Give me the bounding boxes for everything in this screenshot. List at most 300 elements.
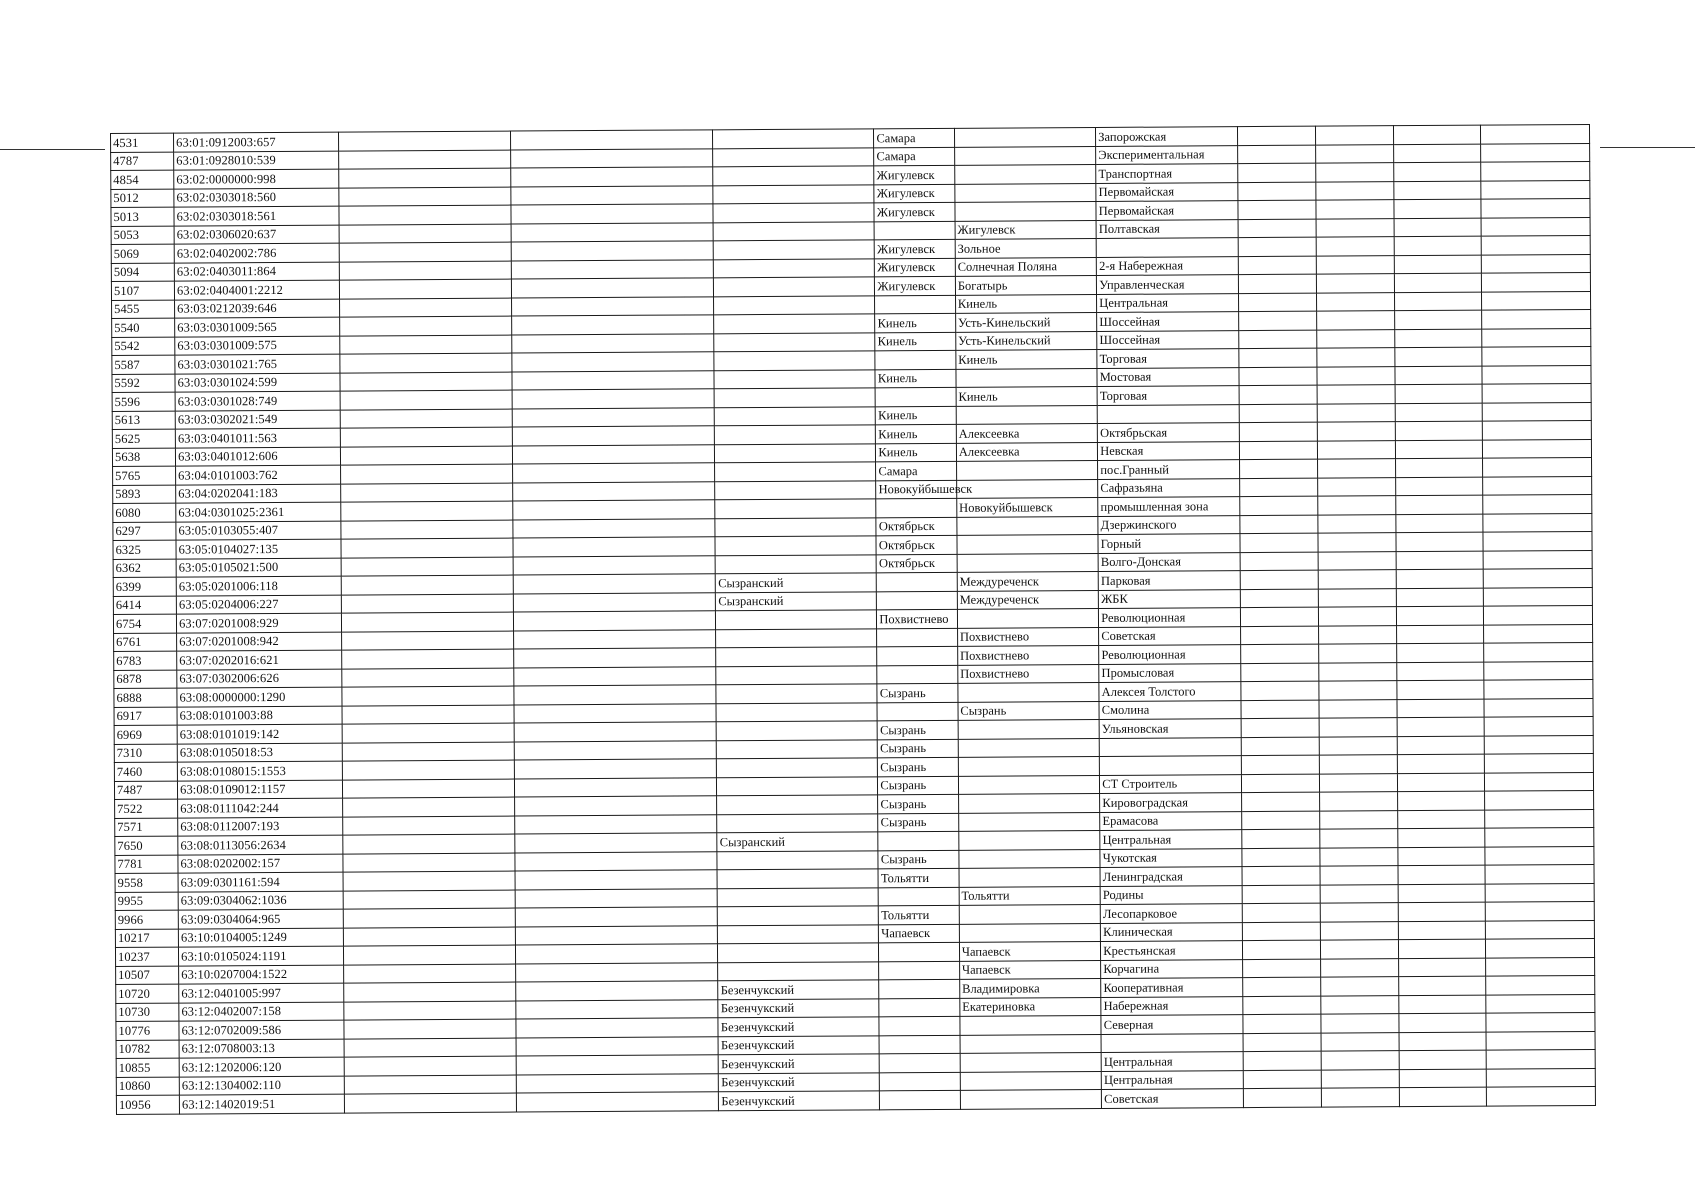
table-cell: Жигулевск xyxy=(874,165,955,184)
table-cell xyxy=(1321,1032,1399,1051)
table-cell xyxy=(516,981,718,1001)
table-cell: Сызрань xyxy=(878,794,959,813)
table-cell xyxy=(1481,198,1590,217)
table-cell xyxy=(960,1052,1101,1071)
table-cell xyxy=(516,1018,718,1038)
table-cell xyxy=(1485,753,1594,772)
table-cell: Родины xyxy=(1100,885,1241,904)
table-cell xyxy=(342,594,514,614)
table-cell: 5765 xyxy=(113,466,176,485)
table-cell xyxy=(1321,1069,1399,1088)
table-cell xyxy=(878,887,959,906)
table-cell xyxy=(1316,200,1394,219)
table-cell: Жигулевск xyxy=(875,276,956,295)
table-cell: Чапаевск xyxy=(959,960,1100,979)
table-cell: 63:12:0401005:997 xyxy=(179,983,344,1003)
table-cell xyxy=(1318,496,1396,515)
table-cell xyxy=(1240,552,1318,571)
table-cell: 5094 xyxy=(111,263,174,282)
table-cell xyxy=(340,335,512,355)
table-cell: Ленинградская xyxy=(1100,867,1241,886)
table-cell xyxy=(877,702,958,721)
table-cell xyxy=(717,739,878,758)
table-cell: 7460 xyxy=(114,762,177,781)
table-cell: 63:03:0212039:646 xyxy=(175,299,340,319)
table-cell xyxy=(1242,940,1320,959)
table-cell xyxy=(1399,1013,1486,1032)
table-cell xyxy=(1394,125,1481,144)
table-cell: Похвистнево xyxy=(957,645,1098,664)
table-cell xyxy=(1398,902,1485,921)
table-cell: 63:08:0112007:193 xyxy=(178,817,343,837)
table-cell xyxy=(1399,1069,1486,1088)
table-cell xyxy=(1394,199,1481,218)
table-cell xyxy=(1240,626,1318,645)
table-cell xyxy=(1319,662,1397,681)
table-cell: 63:02:0000000:998 xyxy=(174,169,339,189)
table-cell: 63:10:0104005:1249 xyxy=(178,928,343,948)
table-cell: 9558 xyxy=(115,873,178,892)
table-cell xyxy=(341,409,513,429)
table-cell xyxy=(1100,756,1241,775)
table-cell: промышленная зона xyxy=(1098,497,1239,516)
table-cell: Кинель xyxy=(875,332,956,351)
table-cell xyxy=(715,406,876,425)
table-cell: Междуреченск xyxy=(957,590,1098,609)
table-cell: Жигулевск xyxy=(874,202,955,221)
table-cell xyxy=(1483,568,1592,587)
table-cell: 7781 xyxy=(115,855,178,874)
table-cell xyxy=(1396,458,1483,477)
table-cell xyxy=(511,148,713,168)
table-cell xyxy=(1398,847,1485,866)
table-cell: 7487 xyxy=(114,781,177,800)
table-cell: 5013 xyxy=(111,207,174,226)
table-cell: 63:03:0401012:606 xyxy=(175,447,340,467)
table-cell: Жигулевск xyxy=(955,220,1096,239)
table-cell: 63:08:0109012:1157 xyxy=(178,780,343,800)
table-cell xyxy=(1396,495,1483,514)
table-cell: СТ Строитель xyxy=(1100,774,1241,793)
table-cell: 63:01:0912003:657 xyxy=(174,132,339,152)
table-cell: 63:03:0301021:765 xyxy=(175,354,340,374)
table-cell xyxy=(1241,792,1319,811)
table-cell xyxy=(341,427,513,447)
table-cell: Центральная xyxy=(1101,1052,1242,1071)
table-cell xyxy=(1394,255,1481,274)
table-cell xyxy=(1317,440,1395,459)
table-cell xyxy=(515,796,717,816)
table-cell: 6969 xyxy=(114,725,177,744)
table-cell xyxy=(715,536,876,555)
table-cell xyxy=(1485,827,1594,846)
table-cell: 10956 xyxy=(116,1095,179,1114)
table-cell: Тольятти xyxy=(959,886,1100,905)
table-cell: 5625 xyxy=(112,429,175,448)
table-cell xyxy=(1242,959,1320,978)
table-cell xyxy=(514,611,716,631)
table-cell xyxy=(340,298,512,318)
table-cell xyxy=(1394,144,1481,163)
table-cell xyxy=(1239,422,1317,441)
table-cell: Парковая xyxy=(1098,571,1239,590)
table-cell: Мостовая xyxy=(1097,367,1238,386)
table-cell: Безенчукский xyxy=(719,1054,880,1073)
table-cell xyxy=(1396,569,1483,588)
table-cell xyxy=(1239,367,1317,386)
table-cell xyxy=(1399,976,1486,995)
table-cell xyxy=(714,277,875,296)
table-cell xyxy=(1318,588,1396,607)
table-cell xyxy=(1316,237,1394,256)
table-cell xyxy=(341,501,513,521)
table-cell xyxy=(341,557,513,577)
table-cell xyxy=(511,204,713,224)
table-cell xyxy=(1316,163,1394,182)
table-cell: 63:09:0304062:1036 xyxy=(178,891,343,911)
table-cell xyxy=(1243,1070,1321,1089)
table-cell xyxy=(1238,293,1316,312)
table-cell xyxy=(1240,663,1318,682)
table-cell: 10782 xyxy=(116,1040,179,1059)
table-cell: 63:08:0202002:157 xyxy=(178,854,343,874)
table-cell: 63:03:0301009:575 xyxy=(175,336,340,356)
table-cell xyxy=(517,1092,719,1112)
table-cell xyxy=(342,668,514,688)
table-cell xyxy=(1319,681,1397,700)
table-cell xyxy=(956,368,1097,387)
table-cell: 63:10:0207004:1522 xyxy=(179,965,344,985)
table-cell xyxy=(1482,291,1591,310)
table-cell: 63:02:0303018:560 xyxy=(174,188,339,208)
table-cell: 63:07:0202016:621 xyxy=(177,650,342,670)
table-cell xyxy=(344,964,516,984)
table-cell: 63:02:0303018:561 xyxy=(174,206,339,226)
table-cell xyxy=(1395,292,1482,311)
table-cell: Смолина xyxy=(1099,700,1240,719)
table-cell xyxy=(1396,477,1483,496)
table-cell: Советская xyxy=(1099,626,1240,645)
table-cell xyxy=(960,1071,1101,1090)
table-cell: 6362 xyxy=(113,559,176,578)
table-cell xyxy=(1243,1088,1321,1107)
table-cell: 63:08:0111042:244 xyxy=(178,798,343,818)
table-cell xyxy=(714,258,875,277)
cadastral-table xyxy=(110,124,1596,1115)
table-cell xyxy=(1395,421,1482,440)
table-cell xyxy=(1396,551,1483,570)
table-cell: 4531 xyxy=(111,133,174,152)
table-cell: 63:04:0101003:762 xyxy=(176,465,341,485)
table-cell: 63:08:0101019:142 xyxy=(177,724,342,744)
table-cell xyxy=(516,925,718,945)
table-cell xyxy=(959,849,1100,868)
table-cell xyxy=(958,719,1099,738)
table-cell xyxy=(513,574,715,594)
table-cell xyxy=(876,498,957,517)
table-cell xyxy=(1399,1050,1486,1069)
table-cell xyxy=(1317,366,1395,385)
table-cell: 63:03:0301009:565 xyxy=(175,317,340,337)
table-cell xyxy=(1316,218,1394,237)
table-cell xyxy=(1238,274,1316,293)
table-cell xyxy=(343,890,515,910)
table-cell: 6917 xyxy=(114,707,177,726)
table-cell xyxy=(511,130,713,150)
table-cell xyxy=(1242,885,1320,904)
table-cell: Безенчукский xyxy=(718,1035,879,1054)
table-cell xyxy=(340,390,512,410)
table-cell xyxy=(1398,810,1485,829)
table-cell xyxy=(1238,219,1316,238)
table-cell xyxy=(1317,329,1395,348)
table-cell xyxy=(1318,551,1396,570)
table-cell xyxy=(1396,532,1483,551)
table-cell xyxy=(513,555,715,575)
table-cell xyxy=(1242,903,1320,922)
table-cell: 63:03:0401011:563 xyxy=(175,428,340,448)
table-cell xyxy=(516,944,718,964)
table-cell: 63:05:0105021:500 xyxy=(176,558,341,578)
table-cell xyxy=(1485,864,1594,883)
table-cell: 5613 xyxy=(112,411,175,430)
table-cell xyxy=(1317,403,1395,422)
table-cell xyxy=(879,979,960,998)
table-cell: Кооперативная xyxy=(1101,978,1242,997)
table-cell xyxy=(1395,384,1482,403)
table-cell: Междуреченск xyxy=(957,571,1098,590)
table-cell: 63:01:0928010:539 xyxy=(174,151,339,171)
table-cell xyxy=(343,853,515,873)
table-cell xyxy=(1096,238,1237,257)
table-cell: Первомайская xyxy=(1096,182,1237,201)
table-cell xyxy=(1485,790,1594,809)
table-cell xyxy=(339,187,511,207)
table-cell xyxy=(516,1036,718,1056)
table-cell xyxy=(1397,699,1484,718)
table-cell: 63:08:0000000:1290 xyxy=(177,687,342,707)
table-cell xyxy=(515,833,717,853)
table-cell xyxy=(1483,457,1592,476)
table-cell xyxy=(877,646,958,665)
table-cell: 6297 xyxy=(113,522,176,541)
table-cell: Сызрань xyxy=(878,850,959,869)
table-cell xyxy=(1482,346,1591,365)
table-cell: Безенчукский xyxy=(719,1072,880,1091)
table-cell xyxy=(339,224,511,244)
table-cell xyxy=(1481,143,1590,162)
table-cell xyxy=(340,261,512,281)
table-cell xyxy=(718,887,879,906)
table-cell xyxy=(340,316,512,336)
table-cell: Алексеевка xyxy=(956,423,1097,442)
table-cell xyxy=(875,295,956,314)
table-cell: 63:02:0306020:637 xyxy=(174,225,339,245)
table-cell xyxy=(516,1073,718,1093)
table-cell: Ерамасова xyxy=(1100,811,1241,830)
table-cell xyxy=(718,924,879,943)
table-cell: Торговая xyxy=(1097,386,1238,405)
table-cell: 6783 xyxy=(114,651,177,670)
table-cell: ЖБК xyxy=(1099,589,1240,608)
table-cell xyxy=(1396,440,1483,459)
table-cell: Кинель xyxy=(955,294,1096,313)
table-cell xyxy=(875,387,956,406)
table-cell: 6888 xyxy=(114,688,177,707)
table-cell: Сызрань xyxy=(878,813,959,832)
table-cell: Торговая xyxy=(1097,349,1238,368)
table-cell xyxy=(1398,828,1485,847)
table-cell xyxy=(341,538,513,558)
table-cell xyxy=(1243,1051,1321,1070)
table-cell: 63:12:1304002:110 xyxy=(179,1076,344,1096)
table-cell xyxy=(513,537,715,557)
table-cell: 63:04:0202041:183 xyxy=(176,484,341,504)
table-cell: Похвистнево xyxy=(958,664,1099,683)
table-cell: Октябрьск xyxy=(876,554,957,573)
table-cell xyxy=(958,738,1099,757)
table-cell xyxy=(344,927,516,947)
table-cell xyxy=(1486,994,1595,1013)
table-cell xyxy=(1242,996,1320,1015)
table-cell xyxy=(1483,587,1592,606)
table-cell xyxy=(1484,642,1593,661)
table-cell: 63:07:0201008:929 xyxy=(177,613,342,633)
table-cell xyxy=(1241,755,1319,774)
table-cell xyxy=(1099,737,1240,756)
table-cell xyxy=(1318,533,1396,552)
table-cell: 63:03:0301024:599 xyxy=(175,373,340,393)
table-cell xyxy=(1319,644,1397,663)
table-cell xyxy=(343,760,515,780)
table-cell: Сызрань xyxy=(877,720,958,739)
table-cell: 63:12:1402019:51 xyxy=(179,1094,344,1114)
table-cell xyxy=(1395,366,1482,385)
table-cell: Кинель xyxy=(875,369,956,388)
table-cell: Октябрьск xyxy=(876,517,957,536)
table-cell: 6761 xyxy=(114,633,177,652)
table-cell xyxy=(1315,126,1393,145)
table-cell xyxy=(1240,570,1318,589)
table-cell xyxy=(1398,773,1485,792)
table-cell xyxy=(511,259,713,279)
table-cell xyxy=(1317,422,1395,441)
table-cell: 5012 xyxy=(111,189,174,208)
table-cell xyxy=(515,851,717,871)
table-cell xyxy=(511,167,713,187)
table-cell xyxy=(339,150,511,170)
table-cell xyxy=(1238,200,1316,219)
table-cell xyxy=(717,869,878,888)
table-cell xyxy=(713,147,874,166)
table-cell: Кинель xyxy=(876,406,957,425)
table-cell xyxy=(714,295,875,314)
table-cell: Усть-Кинельский xyxy=(955,312,1096,331)
table-cell xyxy=(1484,698,1593,717)
table-cell: 5638 xyxy=(112,448,175,467)
table-cell xyxy=(715,480,876,499)
table-cell xyxy=(957,534,1098,553)
table-cell: 5069 xyxy=(111,244,174,263)
table-cell xyxy=(717,776,878,795)
table-cell xyxy=(714,332,875,351)
table-cell: Кинель xyxy=(875,313,956,332)
table-cell xyxy=(1319,755,1397,774)
table-cell xyxy=(954,127,1095,146)
table-cell xyxy=(716,628,877,647)
table-cell xyxy=(879,1035,960,1054)
table-cell xyxy=(1397,736,1484,755)
table-cell xyxy=(343,816,515,836)
table-cell xyxy=(1486,957,1595,976)
table-cell xyxy=(877,591,958,610)
table-cell xyxy=(1318,607,1396,626)
table-cell xyxy=(1239,459,1317,478)
table-cell xyxy=(713,184,874,203)
table-cell xyxy=(1316,255,1394,274)
table-cell: Солнечная Поляна xyxy=(955,257,1096,276)
table-cell: 63:09:0304064:965 xyxy=(178,909,343,929)
table-cell xyxy=(516,962,718,982)
table-cell xyxy=(1319,718,1397,737)
table-cell xyxy=(713,221,874,240)
table-cell: 63:12:1202006:120 xyxy=(179,1057,344,1077)
table-cell: Алексеевка xyxy=(956,442,1097,461)
table-cell xyxy=(1485,809,1594,828)
table-cell: 63:12:0708003:13 xyxy=(179,1039,344,1059)
table-cell xyxy=(341,520,513,540)
table-cell xyxy=(1481,217,1590,236)
table-cell: Богатырь xyxy=(955,275,1096,294)
table-cell xyxy=(1241,774,1319,793)
table-cell: 10237 xyxy=(115,947,178,966)
table-cell: Безенчукский xyxy=(718,998,879,1017)
table-cell xyxy=(1320,847,1398,866)
table-cell xyxy=(1239,496,1317,515)
table-cell: Корчагина xyxy=(1101,959,1242,978)
table-cell xyxy=(1240,589,1318,608)
table-cell xyxy=(341,483,513,503)
table-cell: 10855 xyxy=(116,1058,179,1077)
table-cell: 63:08:0113056:2634 xyxy=(178,835,343,855)
table-cell xyxy=(342,575,514,595)
table-cell xyxy=(1239,441,1317,460)
table-cell xyxy=(1399,958,1486,977)
table-cell xyxy=(1395,347,1482,366)
table-cell xyxy=(957,553,1098,572)
table-cell: 5107 xyxy=(111,281,174,300)
table-cell xyxy=(512,278,714,298)
table-cell xyxy=(1237,145,1315,164)
table-cell xyxy=(1321,1088,1399,1107)
scan-line-right xyxy=(1600,147,1695,148)
table-cell: Ульяновская xyxy=(1099,719,1240,738)
table-cell xyxy=(1398,754,1485,773)
table-cell xyxy=(1238,348,1316,367)
table-cell xyxy=(1321,977,1399,996)
table-cell: 5587 xyxy=(112,355,175,374)
table-cell xyxy=(879,961,960,980)
table-cell: 5053 xyxy=(111,226,174,245)
table-cell: Набережная xyxy=(1101,996,1242,1015)
table-cell: 7522 xyxy=(115,799,178,818)
table-cell xyxy=(1318,570,1396,589)
table-cell xyxy=(1486,1012,1595,1031)
table-cell xyxy=(1397,717,1484,736)
table-cell xyxy=(878,831,959,850)
table-cell: Сызрань xyxy=(877,683,958,702)
table-cell xyxy=(715,517,876,536)
